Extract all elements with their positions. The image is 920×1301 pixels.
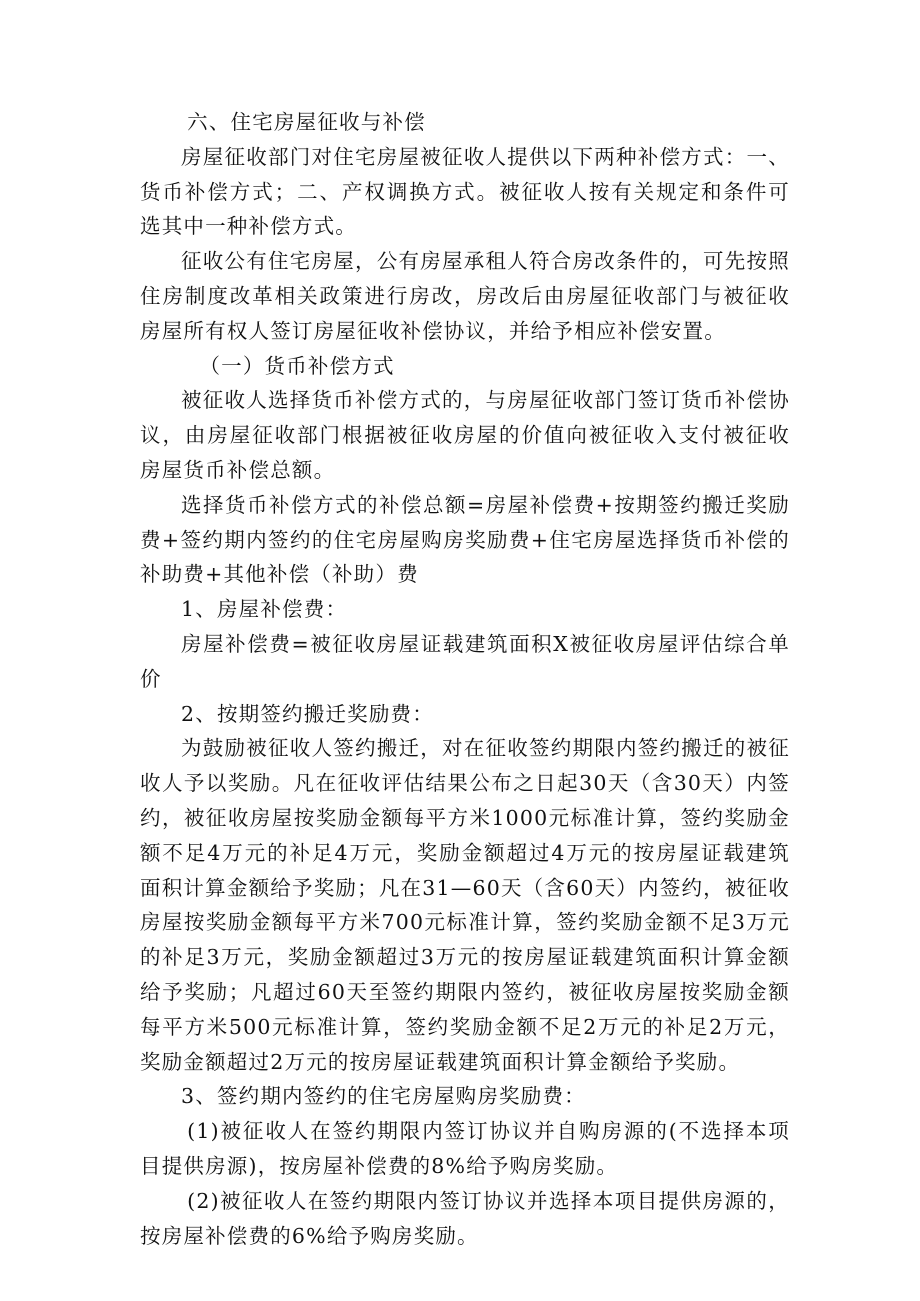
paragraph: 房屋征收部门对住宅房屋被征收人提供以下两种补偿方式：一、货币补偿方式；二、产权调换方式。被征收人按有关规定和条件可选其中一种补偿方式。 <box>140 144 790 239</box>
item-heading: 3、签约期内签约的住宅房屋购房奖励费： <box>181 1084 586 1109</box>
sub-item-paragraph: (1)被征收人在签约期限内签订协议并自购房源的(不选择本项目提供房源)，按房屋补偿费的8%给予购房奖励。 <box>140 1119 790 1178</box>
paragraph: 为鼓励被征收人签约搬迁，对在征收签约期限内签约搬迁的被征收人予以奖励。凡在征收评估结果公布之日起30天（含30天）内签约，被征收房屋按奖励金额每平方米1000元标准计算，签约奖励金额不足4万元的补足4万元，奖励金额超过4万元的按房屋证载建筑面积计算金额给予奖励；凡在31—60天（含60天）内签约，被征收房屋按奖励金额每平方米700元标准计算，签约奖励金额不足3万元的补足3万元，奖励金额超过3万元的按房屋证载建筑面积计算金额给予奖励；凡超过60天至签约期限内签约，被征收房屋按奖励金额每平方米500元标准计算，签约奖励金额不足2万元的补足2万元，奖励金额超过2万元的按房屋证载建筑面积计算金额给予奖励。 <box>140 736 790 1074</box>
item-heading: 2、按期签约搬迁奖励费： <box>181 701 434 726</box>
paragraph: 征收公有住宅房屋，公有房屋承租人符合房改条件的，可先按照住房制度改革相关政策进行房改，房改后由房屋征收部门与被征收房屋所有权人签订房屋征收补偿协议，并给予相应补偿安置。 <box>140 249 790 343</box>
item-heading: 1、房屋补偿费： <box>181 597 348 622</box>
formula-paragraph: 房屋补偿费=被征收房屋证载建筑面积X被征收房屋评估综合单价 <box>140 631 790 691</box>
sub-item-paragraph: (2)被征收人在签约期限内签订协议并选择本项目提供房源的，按房屋补偿费的6%给予购房奖励。 <box>140 1188 790 1248</box>
subsection-heading: （一）货币补偿方式 <box>199 353 395 378</box>
paragraph: 选择货币补偿方式的补偿总额=房屋补偿费+按期签约搬迁奖励费+签约期内签约的住宅房屋购房奖励费+住宅房屋选择货币补偿的补助费+其他补偿（补助）费 <box>140 492 790 587</box>
document-body <box>140 105 790 1253</box>
section-heading: 六、住宅房屋征收与补偿 <box>187 110 426 134</box>
paragraph: 被征收人选择货币补偿方式的，与房屋征收部门签订货币补偿协议，由房屋征收部门根据被征收房屋的价值向被征收入支付被征收房屋货币补偿总额。 <box>140 388 790 482</box>
